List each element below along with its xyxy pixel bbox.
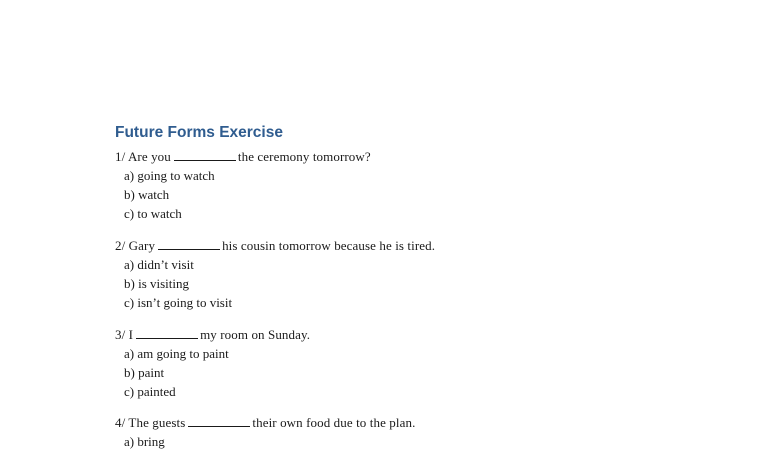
question-2-options (115, 255, 435, 312)
question-3-text (115, 325, 310, 344)
question-3-suffix: my room on Sunday. (200, 327, 311, 342)
question-2-option-b: b) is visiting (124, 276, 190, 291)
question-1 (115, 147, 371, 223)
question-1-option-c: c) to watch (124, 206, 182, 221)
question-2-prefix: 2/ Gary (115, 238, 156, 253)
question-3 (115, 325, 310, 401)
question-3-option-a: a) am going to paint (124, 346, 229, 361)
question-3-option-c: c) painted (124, 384, 176, 399)
question-2-text (115, 236, 435, 255)
question-3-blank (136, 328, 198, 339)
question-2-blank (158, 239, 220, 250)
page-title: Future Forms Exercise (115, 124, 283, 141)
question-3-options (115, 344, 310, 401)
question-3-option-b: b) paint (124, 365, 165, 380)
question-4-options (115, 432, 415, 451)
question-4-suffix: their own food due to the plan. (252, 415, 416, 430)
question-1-option-b: b) watch (124, 187, 170, 202)
question-4-blank (188, 416, 250, 427)
question-4-option-a: a) bring (124, 434, 165, 449)
question-2-option-a: a) didn’t visit (124, 257, 194, 272)
question-2-option-c: c) isn’t going to visit (124, 295, 233, 310)
question-1-options (115, 166, 371, 223)
question-2 (115, 236, 435, 312)
question-1-text (115, 147, 371, 166)
question-2-suffix: his cousin tomorrow because he is tired. (222, 238, 436, 253)
question-1-suffix: the ceremony tomorrow? (237, 149, 371, 164)
question-3-prefix: 3/ I (115, 327, 134, 342)
question-1-blank (174, 150, 236, 161)
question-4-prefix: 4/ The guests (115, 415, 186, 430)
question-1-prefix: 1/ Are you (115, 149, 171, 164)
question-4-text (115, 413, 415, 432)
question-4 (115, 413, 415, 451)
question-1-option-a: a) going to watch (124, 168, 215, 183)
